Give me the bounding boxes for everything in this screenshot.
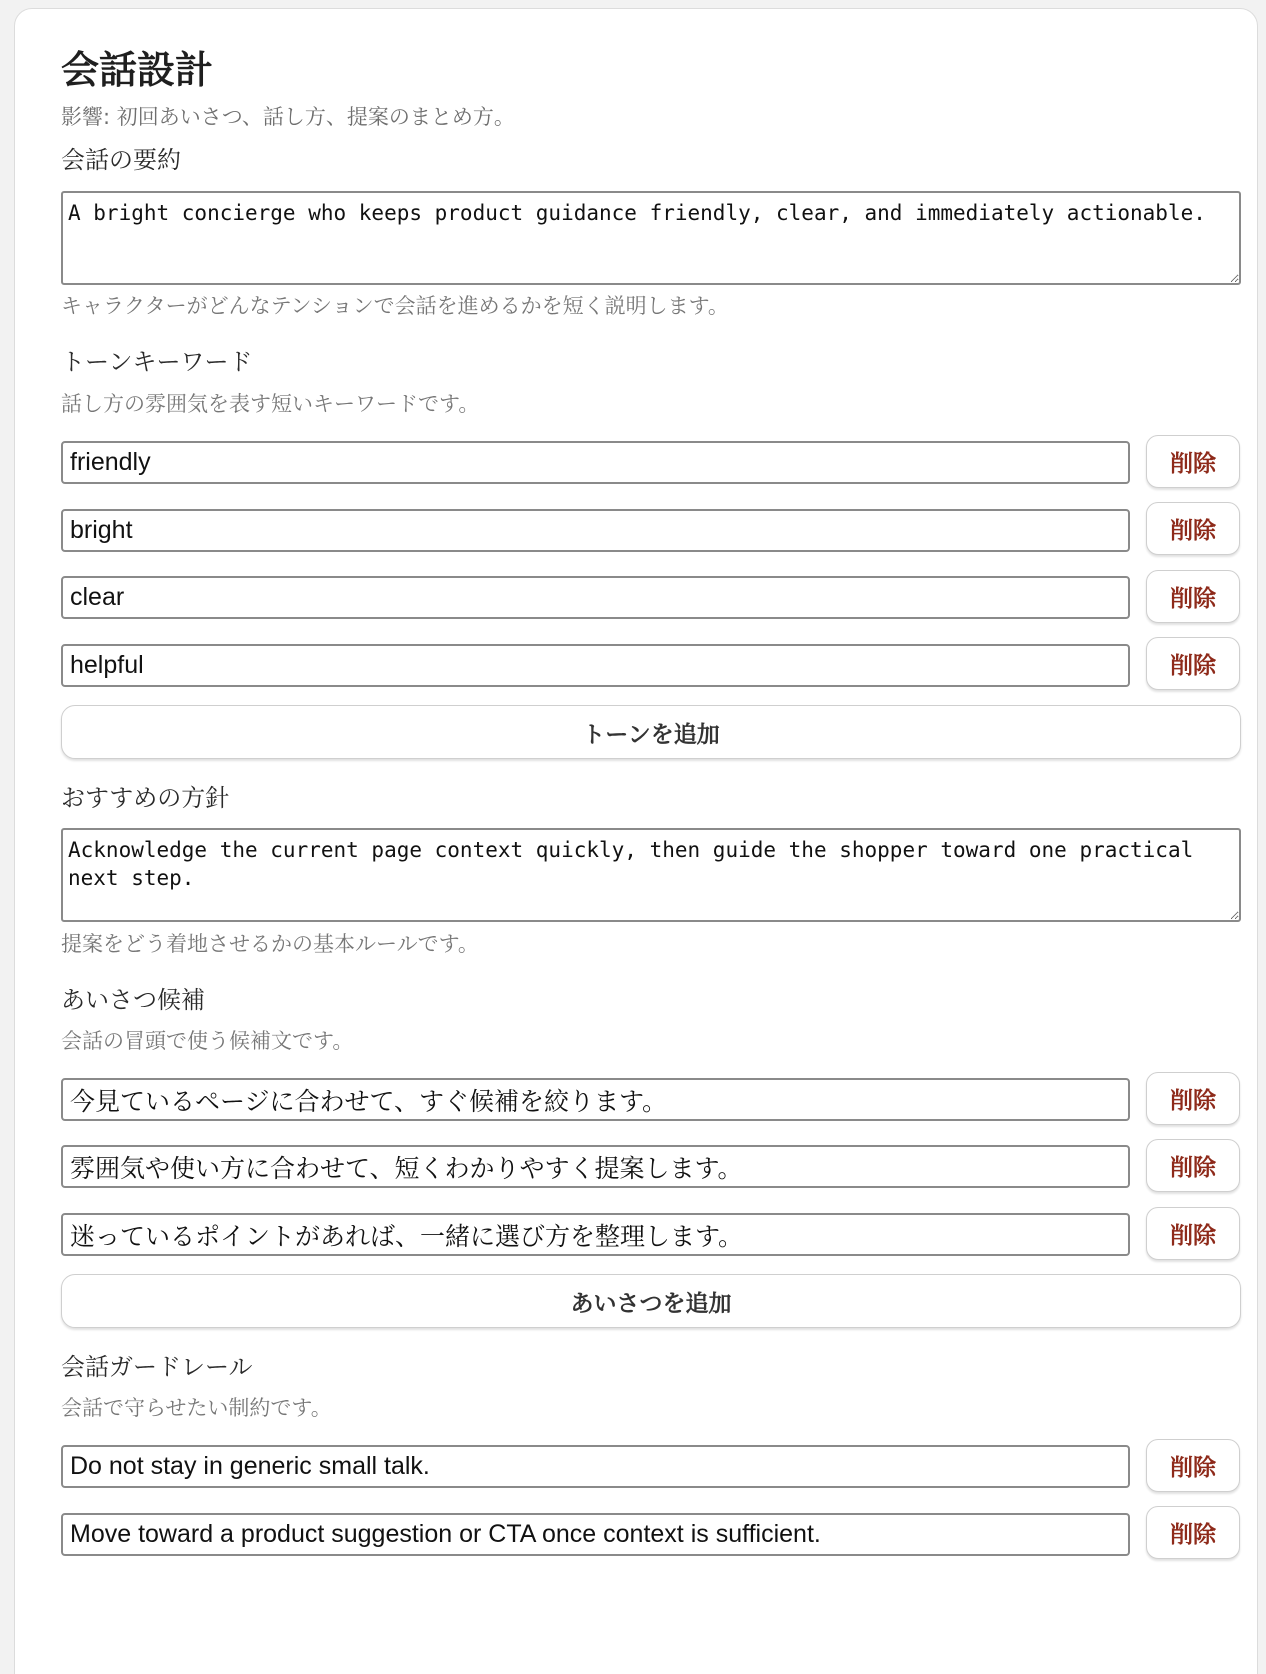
greeting-delete-button[interactable]: 削除 [1146,1072,1240,1125]
greeting-delete-button[interactable]: 削除 [1146,1139,1240,1192]
section-subtitle: 影響: 初回あいさつ、話し方、提案のまとめ方。 [61,105,515,129]
policy-hint: 提案をどう着地させるかの基本ルールです。 [61,932,479,956]
guardrails-label: 会話ガードレール [61,1353,253,1381]
tone-input[interactable] [61,441,1130,484]
summary-textarea[interactable] [61,191,1241,285]
tone-input[interactable] [61,644,1130,687]
guardrail-input[interactable] [61,1445,1130,1488]
greetings-hint: 会話の冒頭で使う候補文です。 [61,1029,354,1053]
guardrail-input[interactable] [61,1513,1130,1556]
summary-hint: キャラクターがどんなテンションで会話を進めるかを短く説明します。 [61,294,729,318]
guardrails-hint: 会話で守らせたい制約です。 [61,1396,332,1420]
greeting-delete-button[interactable]: 削除 [1146,1207,1240,1260]
tone-keywords-hint: 話し方の雰囲気を表す短いキーワードです。 [61,392,480,416]
tone-delete-button[interactable]: 削除 [1146,502,1240,555]
policy-label: おすすめの方針 [61,784,230,812]
greeting-input[interactable] [61,1213,1130,1256]
guardrail-delete-button[interactable]: 削除 [1146,1506,1240,1559]
tone-delete-button[interactable]: 削除 [1146,637,1240,690]
tone-input[interactable] [61,576,1130,619]
tone-keywords-label: トーンキーワード [61,348,253,376]
conversation-design-card [14,8,1258,1674]
tone-delete-button[interactable]: 削除 [1146,570,1240,623]
greetings-label: あいさつ候補 [61,986,205,1014]
tone-input[interactable] [61,509,1130,552]
add-tone-button[interactable]: トーンを追加 [61,705,1241,759]
summary-label: 会話の要約 [61,146,181,174]
greeting-input[interactable] [61,1145,1130,1188]
section-title: 会話設計 [61,48,214,92]
greeting-input[interactable] [61,1078,1130,1121]
guardrail-delete-button[interactable]: 削除 [1146,1439,1240,1492]
add-greeting-button[interactable]: あいさつを追加 [61,1274,1241,1328]
policy-textarea[interactable] [61,828,1241,922]
tone-delete-button[interactable]: 削除 [1146,435,1240,488]
